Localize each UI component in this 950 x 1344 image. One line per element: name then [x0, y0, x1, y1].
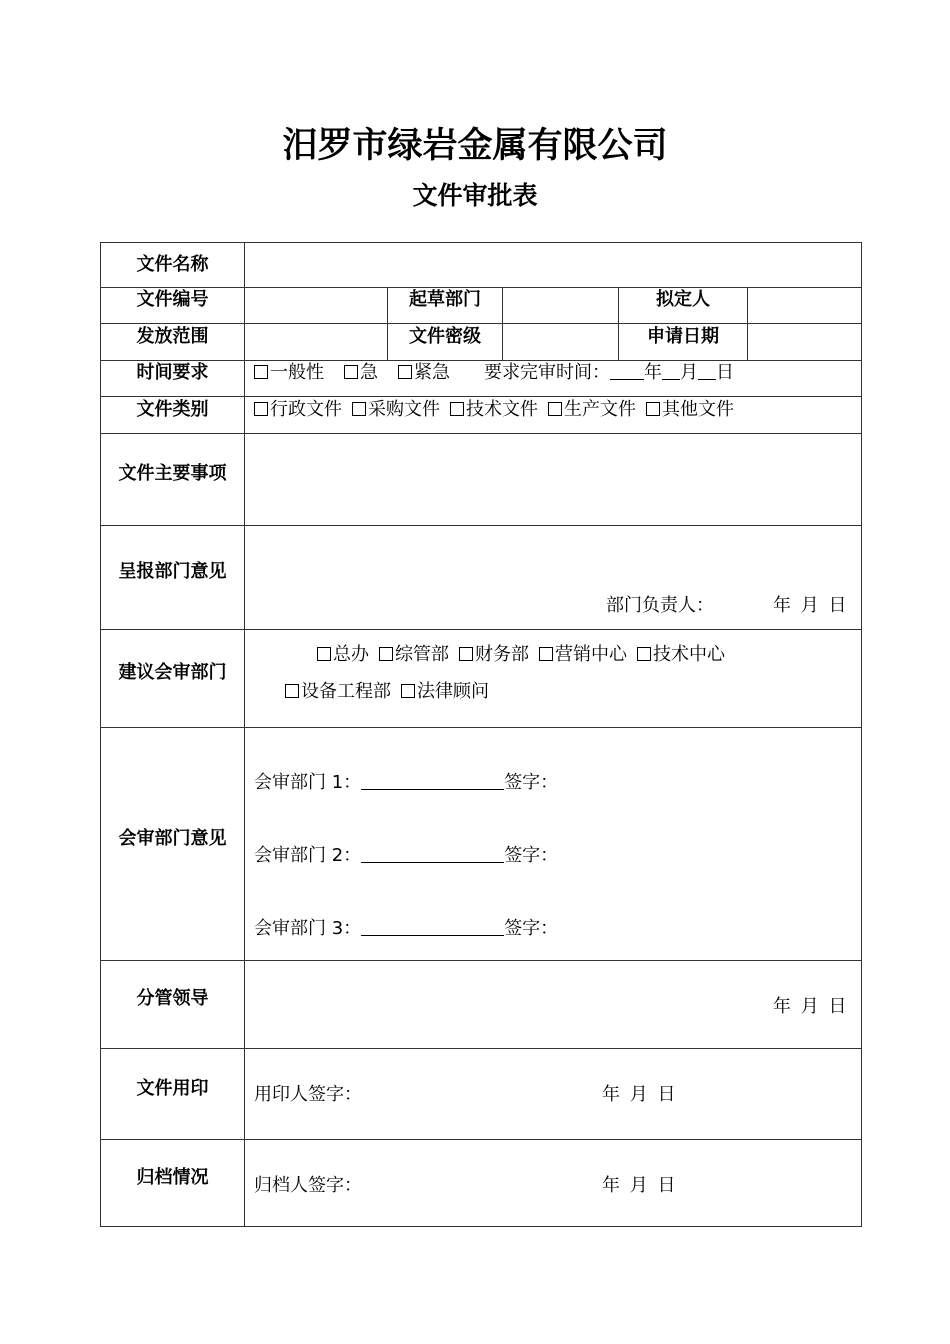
time-req-options: 一般性 急 紧急 要求完审时间： 年 月 日 [254, 362, 734, 384]
drafter-field[interactable] [748, 288, 861, 323]
checkbox-icon[interactable] [539, 647, 553, 661]
archive-sign: 归档人签字： [254, 1175, 362, 1196]
review-item-1: 会审部门 1： 签字： [254, 772, 559, 793]
checkbox-icon[interactable] [646, 402, 660, 416]
option-tech-file[interactable]: 技术文件 [450, 399, 538, 420]
checkbox-icon[interactable] [285, 684, 299, 698]
checkbox-icon[interactable] [352, 402, 366, 416]
review-item-2: 会审部门 2： 签字： [254, 845, 559, 866]
checkbox-icon[interactable] [401, 684, 415, 698]
option-admin-file[interactable]: 行政文件 [254, 399, 342, 420]
review-dept-1-field[interactable] [361, 773, 504, 790]
label-review-opinion: 会审部门意见 [118, 828, 227, 849]
file-no-field[interactable] [245, 288, 387, 323]
checkbox-icon[interactable] [637, 647, 651, 661]
option-very-urgent[interactable]: 紧急 [398, 362, 450, 383]
archive-date: 年 月 日 [602, 1175, 676, 1196]
checkbox-icon[interactable] [398, 365, 412, 379]
dept-head-sign: 部门负责人： [606, 595, 714, 616]
checkbox-icon[interactable] [548, 402, 562, 416]
option-production-file[interactable]: 生产文件 [548, 399, 636, 420]
form-title: 文件审批表 [412, 181, 538, 210]
option-finance-dept[interactable]: 财务部 [459, 644, 529, 665]
checkbox-icon[interactable] [379, 647, 393, 661]
label-seal: 文件用印 [136, 1078, 209, 1099]
scope-field[interactable] [245, 324, 387, 360]
draft-dept-field[interactable] [503, 288, 618, 323]
label-main-items: 文件主要事项 [118, 463, 227, 484]
label-apply-date: 申请日期 [647, 326, 719, 347]
company-title: 汨罗市绿岩金属有限公司 [282, 126, 668, 166]
leader-date: 年 月 日 [773, 996, 847, 1017]
checkbox-icon[interactable] [459, 647, 473, 661]
suggest-depts-line1 [317, 644, 725, 666]
file-name-field[interactable] [245, 243, 861, 287]
label-draft-dept: 起草部门 [409, 289, 481, 310]
label-submit-opinion: 呈报部门意见 [118, 561, 227, 582]
review-dept-3-field[interactable] [361, 919, 504, 936]
label-secrecy: 文件密级 [409, 326, 481, 347]
checkbox-icon[interactable] [254, 365, 268, 379]
option-marketing-center[interactable]: 营销中心 [539, 644, 627, 665]
option-equipment-dept[interactable]: 设备工程部 [285, 681, 391, 702]
option-urgent[interactable]: 急 [344, 362, 378, 383]
deadline-label: 要求完审时间： [484, 362, 610, 383]
checkbox-icon[interactable] [254, 402, 268, 416]
label-archive: 归档情况 [136, 1167, 209, 1188]
option-admin-dept[interactable]: 综管部 [379, 644, 449, 665]
deadline-year-field[interactable] [610, 363, 644, 380]
apply-date-field[interactable] [748, 324, 861, 360]
submit-date: 年 月 日 [773, 595, 847, 616]
label-leader: 分管领导 [136, 988, 209, 1009]
suggest-depts-line2 [285, 681, 489, 703]
secrecy-field[interactable] [503, 324, 618, 360]
label-time-req: 时间要求 [136, 362, 209, 383]
option-normal[interactable]: 一般性 [254, 362, 324, 383]
option-general-office[interactable]: 总办 [317, 644, 369, 665]
category-options [254, 399, 734, 421]
label-suggest-depts: 建议会审部门 [118, 662, 227, 683]
option-purchase-file[interactable]: 采购文件 [352, 399, 440, 420]
option-tech-center[interactable]: 技术中心 [637, 644, 725, 665]
review-dept-2-field[interactable] [361, 846, 504, 863]
label-scope: 发放范围 [136, 326, 209, 347]
checkbox-icon[interactable] [344, 365, 358, 379]
seal-sign: 用印人签字： [254, 1084, 362, 1105]
main-items-field[interactable] [245, 434, 861, 525]
label-file-name: 文件名称 [136, 254, 209, 275]
label-drafter: 拟定人 [656, 289, 710, 310]
option-legal-advisor[interactable]: 法律顾问 [401, 681, 489, 702]
label-file-no: 文件编号 [136, 289, 209, 310]
deadline-month-field[interactable] [662, 363, 680, 380]
option-other-file[interactable]: 其他文件 [646, 399, 734, 420]
label-category: 文件类别 [136, 399, 209, 420]
review-item-3: 会审部门 3： 签字： [254, 918, 559, 939]
checkbox-icon[interactable] [450, 402, 464, 416]
deadline-day-field[interactable] [698, 363, 716, 380]
checkbox-icon[interactable] [317, 647, 331, 661]
seal-date: 年 月 日 [602, 1084, 676, 1105]
